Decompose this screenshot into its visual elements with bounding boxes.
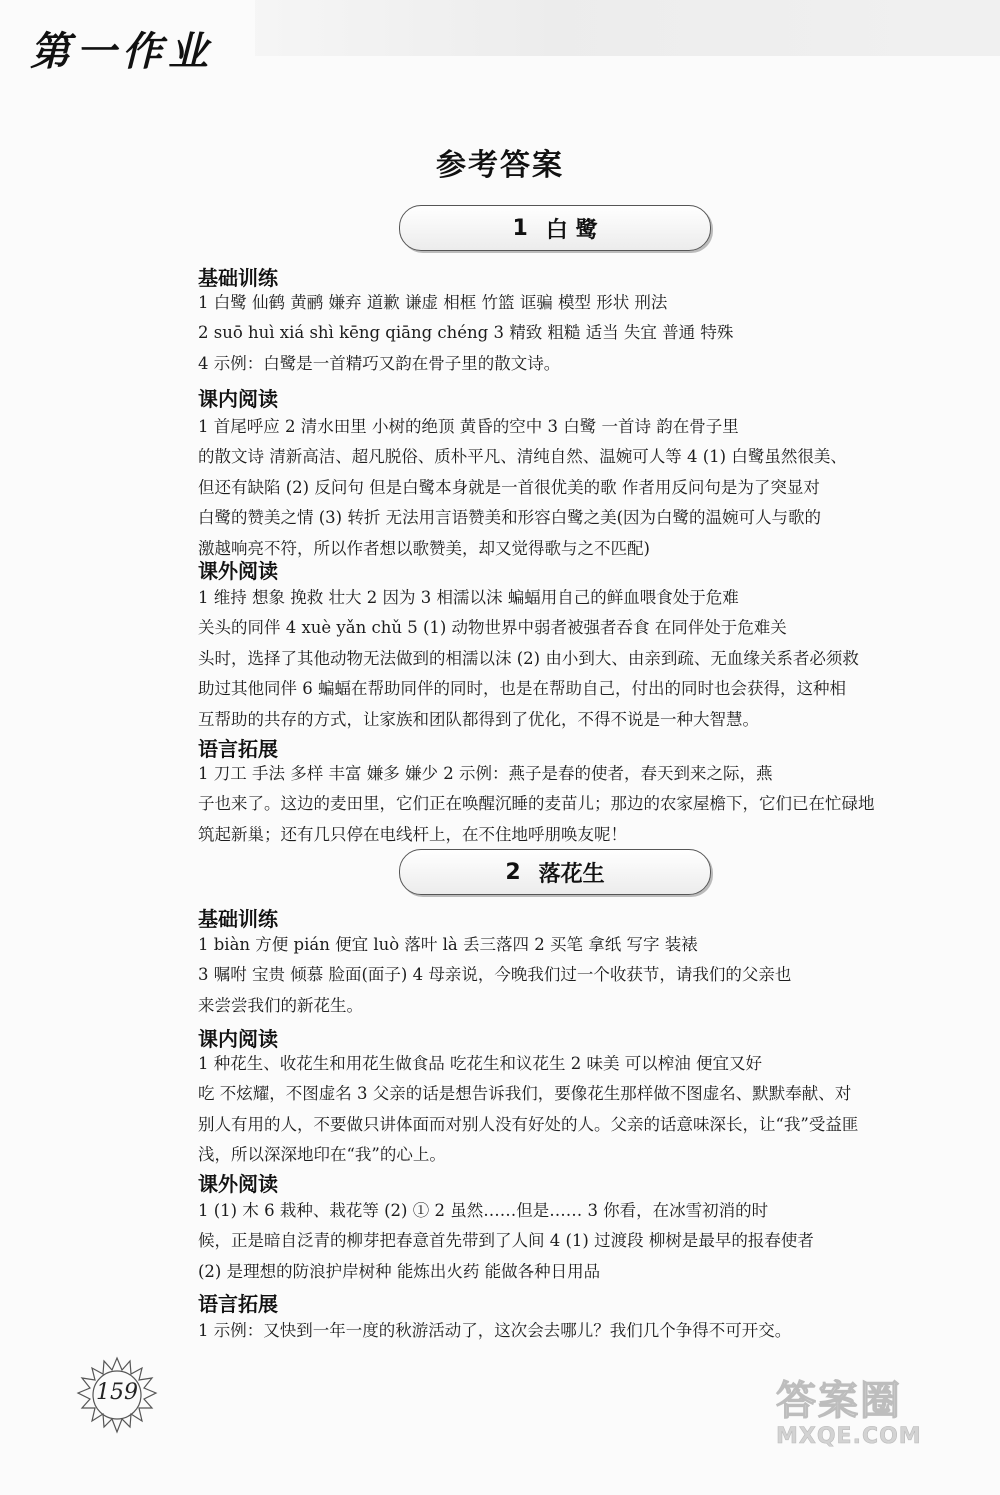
answer-block <box>198 412 918 564</box>
site-watermark <box>776 1378 994 1449</box>
section-heading: 课内阅读 <box>198 1027 278 1051</box>
answer-line: 吃 不炫耀，不图虚名 3 父亲的话是想告诉我们，要像花生那样做不图虚名、默默奉献、对 <box>198 1084 852 1104</box>
lesson-title: 白 鹭 <box>545 217 598 243</box>
answer-line: 候，正是暗自泛青的柳芽把春意首先带到了人间 4 (1) 过渡段 柳树是最早的报春使者 <box>198 1231 814 1251</box>
answer-line: 浅，所以深深地印在“我”的心上。 <box>198 1145 446 1165</box>
answer-line: 但还有缺陷 (2) 反问句 但是白鹭本身就是一首很优美的歌 作者用反问句是为了突显对 <box>198 477 820 497</box>
answer-line: 关头的同伴 4 xuè yǎn chǔ 5 (1) 动物世界中弱者被强者吞食 在同伴处于危难关 <box>198 618 787 638</box>
answer-line: 1 首尾呼应 2 清水田里 小树的绝顶 黄昏的空中 3 白鹭 一首诗 韵在骨子里 <box>198 417 739 436</box>
section-heading: 课外阅读 <box>198 559 278 583</box>
scan-shading <box>255 0 1000 56</box>
answer-line: 互帮助的共存的方式，让家族和团队都得到了优化，不得不说是一种大智慧。 <box>198 709 759 729</box>
answer-line: 1 示例：又快到一年一度的秋游活动了，这次会去哪儿？我们几个争得不可开交。 <box>198 1321 792 1340</box>
lesson-number: 1 <box>512 215 528 241</box>
answer-line: 2 suō huì xiá shì kēng qiāng chéng 3 精致 粗糙 适当 失宜 普通 特殊 <box>198 323 734 343</box>
answer-block <box>198 583 918 735</box>
section-heading: 基础训练 <box>198 266 278 290</box>
section-heading: 课内阅读 <box>198 387 278 411</box>
answer-line: 1 白鹭 仙鹤 黄鹂 嫌弃 道歉 谦虚 相框 竹篮 诓骗 模型 形状 刑法 <box>198 293 668 312</box>
answer-block <box>198 930 918 1021</box>
lesson-title: 落花生 <box>538 861 605 887</box>
answer-line: 筑起新巢；还有几只停在电线杆上，在不住地呼朋唤友呢！ <box>198 824 627 844</box>
answer-line: 4 示例：白鹭是一首精巧又韵在骨子里的散文诗。 <box>198 353 561 373</box>
answer-line: 1 种花生、收花生和用花生做食品 吃花生和议花生 2 味美 可以榨油 便宜又好 <box>198 1054 762 1073</box>
lesson-1-banner <box>399 205 711 251</box>
answer-block <box>198 1196 918 1287</box>
lesson-number: 2 <box>505 859 521 885</box>
section-heading: 课外阅读 <box>198 1172 278 1196</box>
answer-line: (2) 是理想的防浪护岸树种 能炼出火药 能做各种日用品 <box>198 1261 601 1281</box>
answer-block <box>198 759 918 850</box>
answer-block <box>198 1049 918 1171</box>
answer-block <box>198 1316 918 1346</box>
brand-logo: 第一作业 <box>30 28 214 75</box>
page-number: 159 <box>96 1380 138 1405</box>
answer-block <box>198 288 918 379</box>
answer-line: 1 (1) 木 6 栽种、栽花等 (2) ① 2 虽然……但是…… 3 你看，在冰雪初消的时 <box>198 1201 769 1220</box>
watermark-logo: 答案圈 <box>776 1378 902 1424</box>
answer-line: 1 biàn 方便 pián 便宜 luò 落叶 là 丢三落四 2 买笔 拿纸 写字 装裱 <box>198 935 698 954</box>
answer-line: 1 刀工 手法 多样 丰富 嫌多 嫌少 2 示例：燕子是春的使者，春天到来之际，燕 <box>198 764 773 783</box>
answer-line: 头时，选择了其他动物无法做到的相濡以沫 (2) 由小到大、由亲到疏、无血缘关系者必须救 <box>198 648 859 668</box>
answer-line: 别人有用的人，不要做只讲体面而对别人没有好处的人。父亲的话意味深长，让“我”受益匪 <box>198 1114 859 1134</box>
answer-line: 激越响亮不符，所以作者想以歌赞美，却又觉得歌与之不匹配) <box>198 538 650 558</box>
section-heading: 语言拓展 <box>198 737 278 761</box>
answer-line: 1 维持 想象 挽救 壮大 2 因为 3 相濡以沫 蝙蝠用自己的鲜血喂食处于危难 <box>198 588 739 607</box>
watermark-url: MXQE.COM <box>776 1424 922 1449</box>
answer-line: 3 嘱咐 宝贵 倾慕 脸面(面子) 4 母亲说，今晚我们过一个收获节，请我们的父亲也 <box>198 965 792 985</box>
answer-line: 的散文诗 清新高洁、超凡脱俗、质朴平凡、清纯自然、温婉可人等 4 (1) 白鹭虽然很美、 <box>198 447 847 467</box>
answer-line: 助过其他同伴 6 蝙蝠在帮助同伴的同时，也是在帮助自己，付出的同时也会获得，这种相 <box>198 679 846 699</box>
page-number-badge <box>72 1350 162 1440</box>
answer-line: 子也来了。这边的麦田里，它们正在唤醒沉睡的麦苗儿；那边的农家屋檐下，它们已在忙碌地 <box>198 794 875 814</box>
lesson-2-banner <box>399 849 711 895</box>
page-title: 参考答案 <box>436 148 564 183</box>
answer-line: 白鹭的赞美之情 (3) 转折 无法用言语赞美和形容白鹭之美(因为白鹭的温婉可人与歌的 <box>198 508 822 528</box>
section-heading: 基础训练 <box>198 907 278 931</box>
section-heading: 语言拓展 <box>198 1292 278 1316</box>
answer-line: 来尝尝我们的新花生。 <box>198 995 363 1015</box>
